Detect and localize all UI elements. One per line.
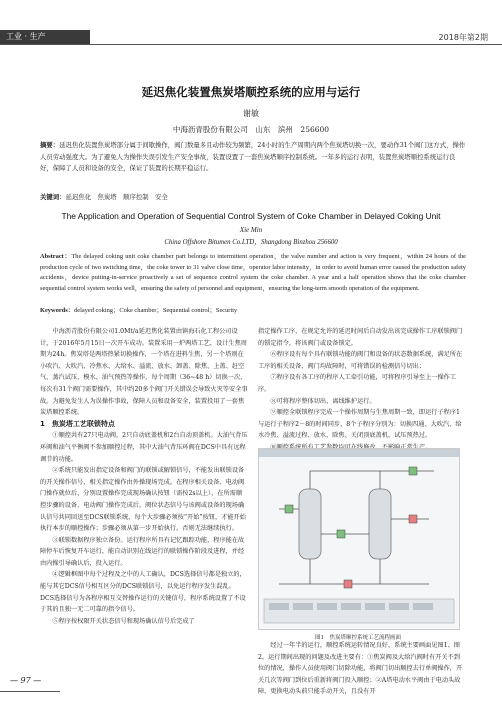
english-keywords-label: Keywords： (40, 307, 75, 314)
process-flow-diagram (259, 449, 459, 629)
section-heading-1: 1 焦炭塔工艺联锁特点 (40, 419, 115, 428)
paragraph-operation: 经过一年半的运行，顺控系统运转情况良好，系统主要画面见图1、图2。运行期间出现的问题及改进主要有：①焦炭阀及大给汽阀时有开关不到位的情况，操作人员使用阀门切除功能，将阀门切出顺控去行单阀操作，开关几次等阀门到位后重新将阀门投入顺控；②A塔电动水平阀由于电动头故障，更换电动头前只能手动开关，且没有开 (258, 642, 463, 696)
paragraph-item-2: ②系统只能发出指定设备和阀门的联锁或解锁信号，不能发出联锁设备的开关操作信号，相关指定操作由外操现场完成。在程序相关设备、电动阀门操作就位后，分别设置操作完成现场确认按钮（需按2s以上），在所需顺控步骤的设备、电动阀门操作完成后，阀位状态信号与该阀或设备的现场确认信号共同回送至DCS联锁系统，每个大步骤必须按“开始”按钮，才能开始执行本步的顺控操作；步骤必须从第一步开始执行，否则无法继续执行。 (40, 467, 246, 533)
paragraph-item-4: ④逻辑框图中每个过程及之中的人工确认，DCS选择信号都是独立的，能与其它DCS信号相互区分的DCS联锁信号，以免运行程序发生混乱。DCS选择信号为各程序相互交替操作运行的关键信号，程序系统设置了不设于其的且独一无二可靠的指令信号。 (40, 571, 246, 614)
paragraph-item-3: ③联锁数据程序独立备份。运行程序所具有记忆跟踪功能，程序能在故障停车后恢复开车运行，能自动识别在线运行的联锁操作阶段及进程，并经由内操引导确认后，投入运行。 (40, 536, 245, 567)
figure-caption: 图1 焦炭塔顺控系统工艺流程画面 (314, 635, 401, 641)
english-abstract (40, 252, 466, 294)
column-left (40, 326, 248, 627)
affiliation: 中海沥青股份有限公司 山东 滨州 256600 (172, 125, 330, 134)
issue-label: 2018年第2期 (438, 33, 488, 42)
paragraph-item-9: ⑨顺控全联锁程序完成一个操作周期与生焦周期一致，即运行子程序1与运行子程序2－8的时间同步，8个子程序分别为：切换四通、大吹汽、给水冷焦、溢流过程、放水、除焦、关闭顶底盖机、试压预热过。 (258, 409, 462, 440)
paragraph-intro: 中海沥青股份有限公司1.0Mt/a延迟焦化装置由镇海石化工程公司设计，于2016年5月15日一次开车成功。装置采用一炉两塔工艺，设计生焦周期为24h。焦炭塔是两塔热紧切换操作，一个塔在进料生焦，另一个塔则在小吹汽、大吹汽、冷焦水、大给水、溢流、放水、卸盖、除焦、上盖、赶空气、蒸汽试压、模水、油气预热等操作，每个周期（36~48 h）切换一次，每次有31个阀门需要操作，其中约20多个阀门开关错误会导致火灾等安全事故。为避免发生人为误操作事故，保障人员和设备安全，装置投用了一套焦炭塔顺控系统。 (40, 328, 248, 417)
paragraph-item-6: ⑥程序设有每个具有联锁功能的阀门和设备的状态数据系统，满足所在工序的相关设备、阀门均故障时，可将错误的检测信号切出； (258, 351, 463, 370)
figure-process-screen (258, 448, 460, 630)
header-rule (0, 44, 502, 45)
english-title: The Application and Operation of Sequential Control System of Coke Chamber in Delayed Coking Unit (61, 211, 441, 221)
paragraph-cont: 指定操作工序，在规定允许的延迟时间后自动发出该完成操作工序联锁阀门的锁定指令，将该阀门或设备锁定。 (258, 328, 463, 347)
keywords (40, 192, 466, 203)
section-tag: 工业 · 生产 (0, 30, 90, 44)
paragraph-item-7: ⑦程序设有各工序的程序人工牵引功能，可将程序引导至上一操作工序。 (258, 374, 457, 393)
abstract-text: 延迟焦化装置焦炭塔部分属于间歇操作，阀门数量多且动作较为频繁，24小时的生产周期内两个焦炭塔切换一次，要动作31个阀门这方式，操作人员劳动强度大。为了避免人为操作失误引发生产安全事故，装置设置了一套焦炭塔顺序控制系统。一年多的运行表明，装置焦炭塔顺控系统运行良好，保障了人员和设备的安全，保证了装置的长期平稳运行。 (40, 141, 466, 172)
abstract-label: 摘要： (40, 141, 60, 149)
english-abstract-label: Abstract： (40, 253, 72, 260)
abstract (40, 140, 466, 175)
page-number: — 97 — (10, 676, 42, 685)
english-keywords-text: delayed coking；Coke chamber；Sequential control；Security (74, 307, 238, 314)
paragraph-item-8: ⑧可将程序整体切出，离线维护运行。 (270, 397, 376, 405)
english-affiliation: China Offshore Bitumen Co.LTD，Shangdong Binzhou 256600 (164, 239, 338, 246)
column-right (258, 326, 466, 465)
paragraph-item-5: ⑤程序按权限开关状态信号和现场确认信号后完成了 (52, 617, 195, 625)
article-title: 延迟焦化装置焦炭塔顺控系统的应用与运行 (141, 85, 361, 99)
footer-rule (0, 691, 60, 692)
author: 谢敏 (243, 109, 259, 118)
keywords-label: 关键词： (40, 193, 66, 201)
keywords-text: 延迟焦化 焦炭塔 顺序控制 安全 (65, 193, 168, 201)
english-author: Xie Min (239, 226, 263, 234)
paragraph-item-1: ①顺控共有27只电动阀，2只自动底盖机和2台自动顶盖机。大油气背压环阀和油气平衡阀不参加顺控过程，其中大油气背压环阀在DCS中具有远程调节的功能。 (40, 432, 248, 463)
english-keywords (40, 306, 466, 316)
english-abstract-text: The delayed coking unit coke chamber part belongs to intermittent operation，the valve number and action is very frequent，within 24 hours of the production cycle of two switching time，the coke tower to 31 valve close time，operator labor intensity，in order to avoid human error caused the production safety accidents，device putting-in-service proactively a set of sequence control system the coke chamber. A year and a half operation shows that the coke chamber sequential control system works well，ensuring the safety of personnel and equipment，ensuring the long-term smooth operation of the equipment. (40, 253, 467, 292)
